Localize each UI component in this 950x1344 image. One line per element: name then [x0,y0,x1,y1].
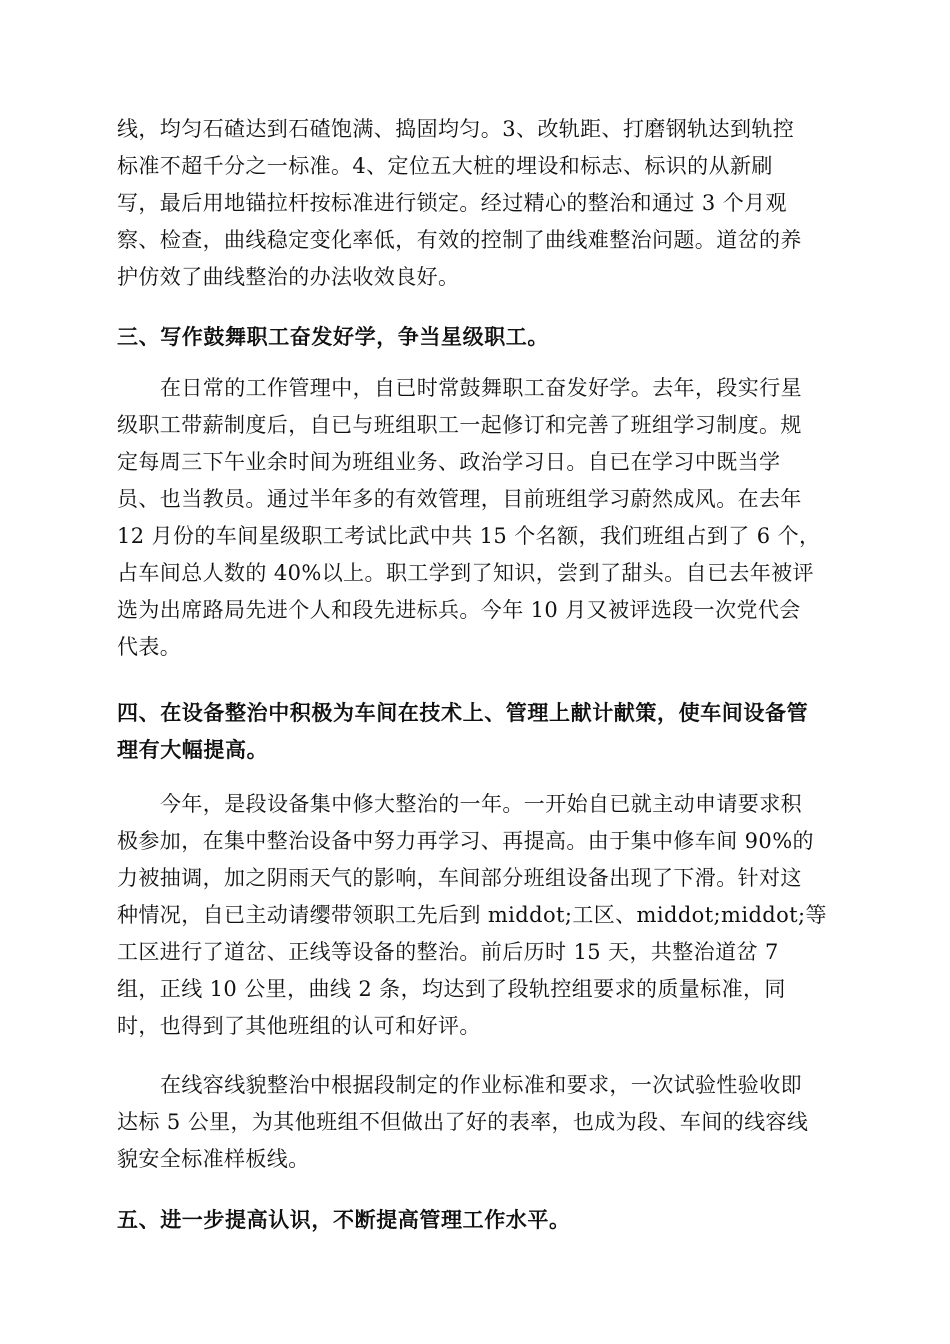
section-heading: 理有大幅提高。 [117,738,269,762]
section-heading: 三、写作鼓舞职工奋发好学，争当星级职工。 [117,325,549,349]
text-line: 占车间总人数的 40%以上。职工学到了知识，尝到了甜头。自已去年被评 [117,561,814,585]
text-line: 代表。 [117,635,182,659]
text-line: 察、检查，曲线稳定变化率低，有效的控制了曲线难整治问题。道岔的养 [117,228,802,252]
text-line: 护仿效了曲线整治的办法收效良好。 [117,265,460,289]
text-line: 时，也得到了其他班组的认可和好评。 [117,1014,481,1038]
text-line: 达标 5 公里，为其他班组不但做出了好的表率，也成为段、车间的线容线 [117,1110,809,1134]
text-line: 标准不超千分之一标准。4、定位五大桩的埋设和标志、标识的从新刷 [117,154,773,178]
text-line: 今年，是段设备集中修大整治的一年。一开始自已就主动申请要求积 [160,792,802,816]
text-line: 种情况，自已主动请缨带领职工先后到 middot;工区、middot;middot;等 [117,903,827,927]
text-line: 选为出席路局先进个人和段先进标兵。今年 10 月又被评选段一次党代会 [117,598,801,622]
text-line: 定每周三下午业余时间为班组业务、政治学习日。自已在学习中既当学 [117,450,781,474]
text-line: 写，最后用地锚拉杆按标准进行锁定。经过精心的整治和通过 3 个月观 [117,191,787,215]
text-line: 极参加，在集中整治设备中努力再学习、再提高。由于集中修车间 90%的 [117,829,814,853]
text-line: 员、也当教员。通过半年多的有效管理，目前班组学习蔚然成风。在去年 [117,487,802,511]
text-line: 力被抽调，加之阴雨天气的影响，车间部分班组设备出现了下滑。针对这 [117,866,802,890]
text-line: 工区进行了道岔、正线等设备的整治。前后历时 15 天，共整治道岔 7 [117,940,779,964]
text-line: 线，均匀石碴达到石碴饱满、捣固均匀。3、改轨距、打磨钢轨达到轨控 [117,117,795,141]
text-line: 在线容线貌整治中根据段制定的作业标准和要求，一次试验性验收即 [160,1073,802,1097]
text-line: 组，正线 10 公里，曲线 2 条，均达到了段轨控组要求的质量标准，同 [117,977,786,1001]
section-heading: 四、在设备整治中积极为车间在技术上、管理上献计献策，使车间设备管 [117,701,809,725]
text-line: 貌安全标准样板线。 [117,1147,310,1171]
section-heading: 五、进一步提高认识，不断提高管理工作水平。 [117,1208,571,1232]
text-line: 12 月份的车间星级职工考试比武中共 15 个名额，我们班组占到了 6 个， [117,524,821,548]
text-line: 在日常的工作管理中，自已时常鼓舞职工奋发好学。去年，段实行星 [160,376,802,400]
text-line: 级职工带薪制度后，自已与班组职工一起修订和完善了班组学习制度。规 [117,413,802,437]
